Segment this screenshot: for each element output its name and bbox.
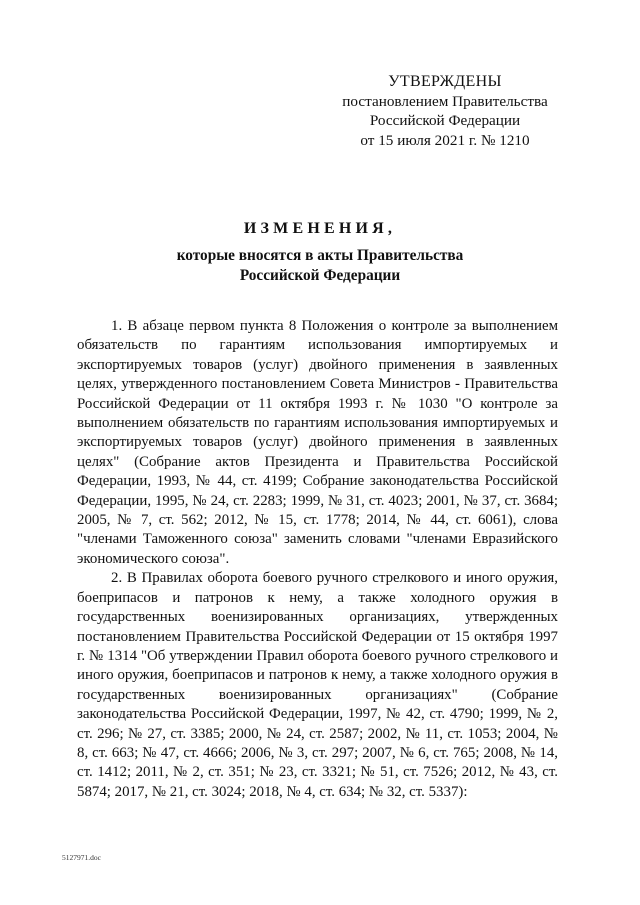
approval-line-1: постановлением Правительства	[342, 92, 548, 110]
approval-line-2: Российской Федерации	[369, 112, 521, 129]
title-sub-line-2: Российской Федерации	[239, 266, 401, 284]
paragraph-1: 1. В абзаце первом пункта 8 Положения о контроле за выполнением обязательств по гарантиям использования импортируемых и экспортируемых товаров (услуг) двойного применения в заявленных целях, утвержденного постановлением Совета Министров - Правительства Российской Федерации от 11 октября 1993 г. № 1030 "О контроле за выполнением обязательств по гарантиям использования импортируемых и экспортируемых товаров (услуг) двойного применения в заявленных целях" (Собрание актов Президента и Правительства Российской Федерации, 1993, № 44, ст. 4199; Собрание законодательства Российской Федерации, 1995, № 24, ст. 2283; 1999, № 31, ст. 4023; 2001, № 37, ст. 3684; 2005, № 7, ст. 562; 2012, № 15, ст. 1778; 2014, № 44, ст. 6061), слова "членами Таможенного союза" заменить словами "членами Евразийского экономического союза".	[77, 318, 558, 567]
document-body	[77, 317, 558, 802]
document-file-code: 5127971.doc	[62, 853, 101, 862]
title-subtitle	[80, 246, 560, 285]
document-title	[80, 219, 560, 285]
approval-stamp	[340, 72, 550, 150]
title-main: ИЗМЕНЕНИЯ,	[243, 220, 397, 237]
approval-heading: УТВЕРЖДЕНЫ	[388, 73, 502, 90]
title-sub-line-1: которые вносятся в акты Правительства	[176, 247, 464, 264]
approval-line-3: от 15 июля 2021 г. № 1210	[360, 131, 530, 149]
paragraph-2: 2. В Правилах оборота боевого ручного стрелкового и иного оружия, боеприпасов и патронов к нему, а также холодного оружия в государственных военизированных организациях, утвержденных постановлением Правительства Российской Федерации от 15 октября 1997 г. № 1314 "Об утверждении Правил оборота боевого ручного стрелкового и иного оружия, боеприпасов и патронов к нему, а также холодного оружия в государственных военизированных организациях" (Собрание законодательства Российской Федерации, 1997, № 42, ст. 4790; 1999, № 2, ст. 296; № 27, ст. 3385; 2000, № 24, ст. 2587; 2002, № 11, ст. 1053; 2004, № 8, ст. 663; № 47, ст. 4666; 2006, № 3, ст. 297; 2007, № 6, ст. 765; 2008, № 14, ст. 1412; 2011, № 2, ст. 351; № 23, ст. 3321; № 51, ст. 7526; 2012, № 43, ст. 5874; 2017, № 21, ст. 3024; 2018, № 4, ст. 634; № 32, ст. 5337):	[77, 570, 558, 800]
